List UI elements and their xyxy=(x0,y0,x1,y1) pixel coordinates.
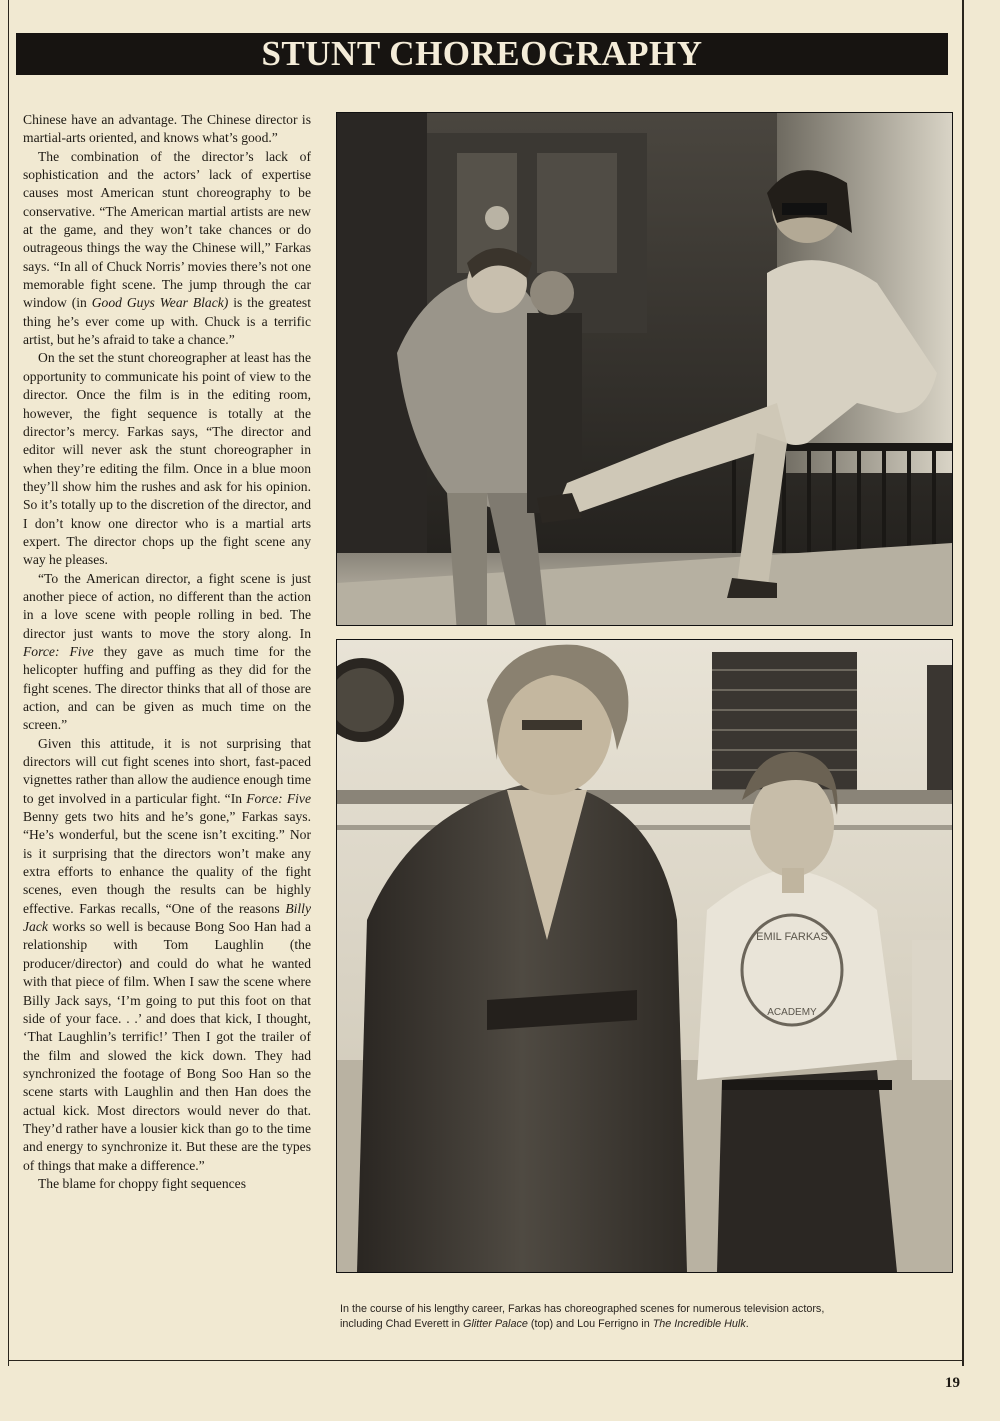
paragraph xyxy=(23,570,311,735)
fight-scene-photo xyxy=(336,112,953,626)
text-run: The blame for choppy fight sequences xyxy=(38,1175,246,1191)
film-title: Force: Five xyxy=(246,790,311,806)
paragraph xyxy=(23,148,311,350)
paragraph xyxy=(23,111,311,148)
text-run: Given this attitude, it is not surprising that directors will cut fight scenes into short, fast-paced vignettes rather than allow the audience enough time to get involved in a particular fight. “In xyxy=(23,735,311,806)
paragraph xyxy=(23,349,311,569)
caption-line: In the course of his lengthy career, Farkas has choreographed scenes for numerous television actors, xyxy=(340,1303,825,1315)
bottom-rule xyxy=(8,1360,964,1361)
caption-line xyxy=(340,1317,960,1332)
film-title: Force: Five xyxy=(23,643,94,659)
section-header xyxy=(16,33,948,75)
paragraph xyxy=(23,1175,311,1193)
caption-film-title: Glitter Palace xyxy=(463,1317,528,1330)
shirt-logo-text: EMIL FARKAS xyxy=(756,931,828,943)
shirt-logo-text: ACADEMY xyxy=(767,1007,817,1018)
text-run: “To the American director, a fight scene is just another piece of action, no different than the action in a love scene with people rolling in bed. The director just wants to move the story along. In xyxy=(23,570,311,641)
text-run: On the set the stunt choreographer at least has the opportunity to communicate his point of view to the director. Once the film is in the editing room, however, the fight sequence is totally at the director’s mercy. Farkas says, “The director and editor will never ask the stunt choreographer in when they’re editing the film. Once in a blue moon they’ll show him the rushes and ask for his opinion. So it’s totally up to the discretion of the director, and I don’t know one director who is a martial arts expert. The director chops up the fight scene any way he pleases. xyxy=(23,350,311,568)
caption-text: including Chad Everett in xyxy=(340,1317,464,1330)
text-run: is the greatest thing he’s ever come up with. Chuck is a terrific artist, but he’s afraid to take a chance.” xyxy=(23,295,311,348)
page-border-left xyxy=(8,0,9,1366)
text-run: Chinese have an advantage. The Chinese director is martial-arts oriented, and knows what’s good.” xyxy=(23,112,311,146)
photo-caption xyxy=(340,1302,960,1336)
text-run: they gave as much time for the helicopter huffing and puffing as they did for the fight scenes. The director thinks that all of those are action, and can be given as much time on the screen.” xyxy=(23,643,311,733)
page-border-right xyxy=(962,0,964,1366)
text-run: The combination of the director’s lack of sophistication and the actors’ lack of expertise causes most American stunt choreography to be conservative. “The American martial artists are new at the game, and they won’t take chances or do outrageous things the way the Chinese will,” Farkas says. “In all of Chuck Norris’ movies there’s not one memorable fight scene. The jump through the car window (in xyxy=(23,148,311,311)
film-title: Billy Jack xyxy=(23,900,311,935)
section-title: STUNT CHOREOGRAPHY xyxy=(261,34,703,73)
caption-text: . xyxy=(745,1317,749,1330)
caption-text: (top) and Lou Ferrigno in xyxy=(527,1317,653,1330)
paragraph xyxy=(23,735,311,1175)
page-number: 19 xyxy=(945,1375,960,1391)
fight-scene-image xyxy=(337,113,952,625)
article-body xyxy=(23,111,311,1336)
ferrigno-photo xyxy=(336,639,953,1273)
caption-film-title: The Incredible Hulk xyxy=(652,1317,746,1330)
ferrigno-image xyxy=(337,640,952,1272)
text-run: Benny gets two hits and he’s gone,” Farkas says. “He’s wonderful, but the scene isn’t exciting.” Nor is it surprising that the directors won’t make any extra efforts to enhance the quality of the fight scenes, even though the results can be highly effective. Farkas recalls, “One of the reasons xyxy=(23,809,311,916)
text-run: works so well is because Bong Soo Han had a relationship with Tom Laughlin (the producer/director) and could do what he wanted with that piece of film. When I saw the scene where Billy Jack says, ‘I’m going to put this foot on that side of your face. . .’ and does that kick, I thought, ‘That Laughlin’s terrific!’ Then I got the trailer of the film and slowed the kick down. They had synchronized the footage of Bong Soo Han so the scene starts with Laughlin and then Han does the actual kick. Most directors would never do that. They’d rather have a lousier kick than go to the time and energy to synchronize it. But these are the types of things that make a difference.” xyxy=(23,919,311,1173)
film-title: Good Guys Wear Black) xyxy=(91,295,229,311)
